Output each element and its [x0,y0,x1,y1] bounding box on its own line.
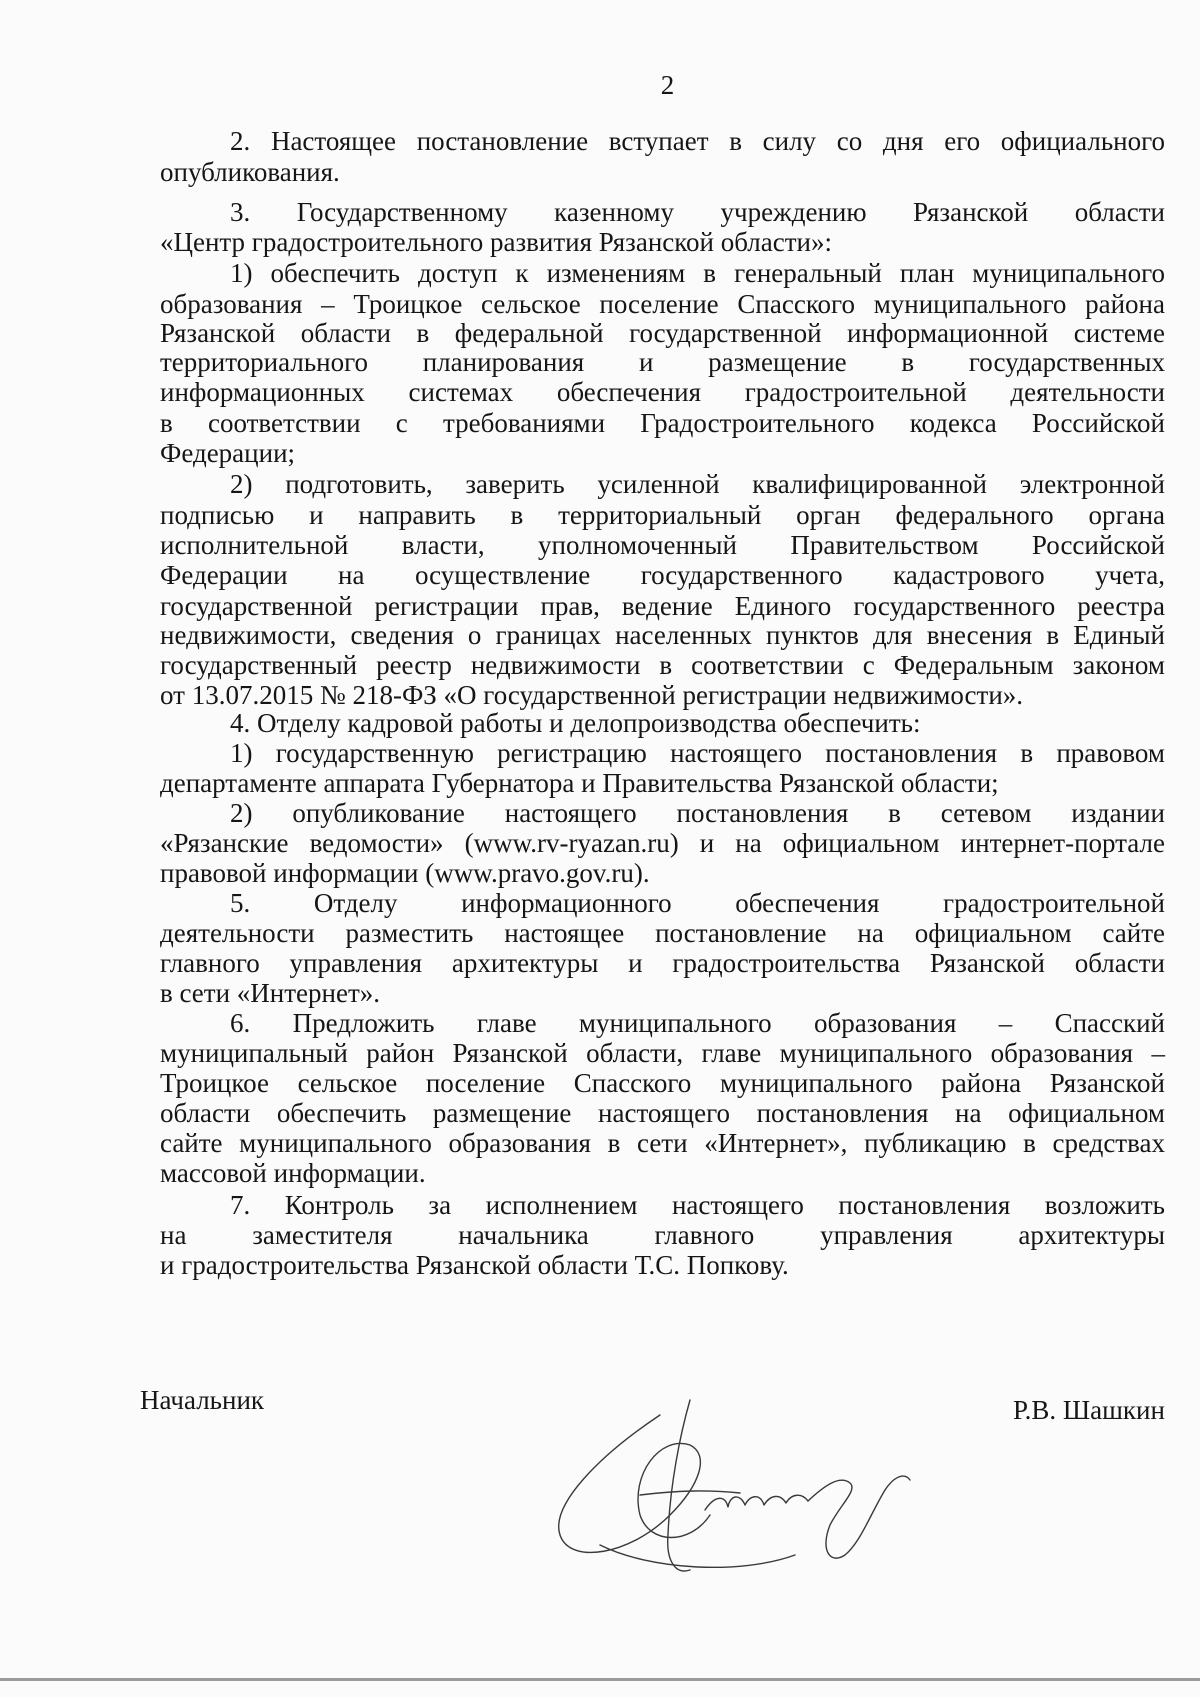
text-line: государственный реестр недвижимости в соответствии с Федеральным законом [160,650,1165,680]
text-line: территориального планирования и размещение в государственных [160,347,1165,377]
text-line: правовой информации (www.pravo.gov.ru). [160,858,650,888]
text-line: в соответствии с требованиями Градостроительного кодекса Российской [160,408,1165,438]
text-line: Рязанской области в федеральной государственной информационной системе [160,318,1165,348]
text-line: от 13.07.2015 № 218-ФЗ «О государственной регистрации недвижимости». [160,680,1024,710]
text-line: сайте муниципального образования в сети «Интернет», публикацию в средствах [160,1128,1165,1158]
text-line: «Рязанские ведомости» (www.rv-ryazan.ru) и на официальном интернет-портале [160,828,1165,858]
signatory-name: Р.В. Шашкин [1013,1395,1165,1425]
text-line: и градостроительства Рязанской области Т.С. Попкову. [160,1250,789,1280]
text-line: департаменте аппарата Губернатора и Правительства Рязанской области; [160,768,999,798]
text-line: 2. Настоящее постановление вступает в силу со дня его официального [230,126,1165,156]
text-line: массовой информации. [160,1158,426,1188]
text-line: подписью и направить в территориальный орган федерального органа [160,500,1165,530]
text-line: опубликования. [160,157,340,187]
text-line: 1) государственную регистрацию настоящего постановления в правовом [230,738,1165,768]
text-line: 2) подготовить, заверить усиленной квалифицированной электронной [230,469,1165,499]
page-number: 2 [660,70,675,100]
text-line: информационных системах обеспечения градостроительной деятельности [160,377,1165,407]
text-line: 7. Контроль за исполнением настоящего постановления возложить [230,1190,1165,1220]
text-line: муниципальный район Рязанской области, главе муниципального образования – [160,1038,1165,1068]
scan-edge-line [0,1678,1200,1681]
text-line: области обеспечить размещение настоящего постановления на официальном [160,1098,1165,1128]
text-line: Троицкое сельское поселение Спасского муниципального района Рязанской [160,1068,1165,1098]
text-line: 2) опубликование настоящего постановления в сетевом издании [230,798,1165,828]
text-line: «Центр градостроительного развития Рязанской области»: [160,227,832,257]
text-line: 1) обеспечить доступ к изменениям в генеральный план муниципального [230,258,1165,288]
text-line: в сети «Интернет». [160,978,381,1008]
text-line: 4. Отделу кадровой работы и делопроизводства обеспечить: [230,708,921,738]
text-line: 6. Предложить главе муниципального образования – Спасский [230,1008,1165,1038]
signatory-position: Начальник [140,1385,265,1415]
text-line: Федерации на осуществление государственного кадастрового учета, [160,560,1165,590]
text-line: на заместителя начальника главного управления архитектуры [160,1220,1165,1250]
text-line: главного управления архитектуры и градостроительства Рязанской области [160,948,1165,978]
handwritten-signature [540,1395,920,1585]
text-line: деятельности разместить настоящее постановление на официальном сайте [160,918,1165,948]
text-line: Федерации; [160,438,296,468]
text-line: государственной регистрации прав, ведение Единого государственного реестра [160,591,1165,621]
text-line: 5. Отделу информационного обеспечения градостроительной [230,888,1165,918]
text-line: образования – Троицкое сельское поселение Спасского муниципального района [160,289,1165,319]
text-line: исполнительной власти, уполномоченный Правительством Российской [160,530,1165,560]
text-line: недвижимости, сведения о границах населенных пунктов для внесения в Единый [160,620,1165,650]
text-line: 3. Государственному казенному учреждению Рязанской области [230,197,1165,227]
